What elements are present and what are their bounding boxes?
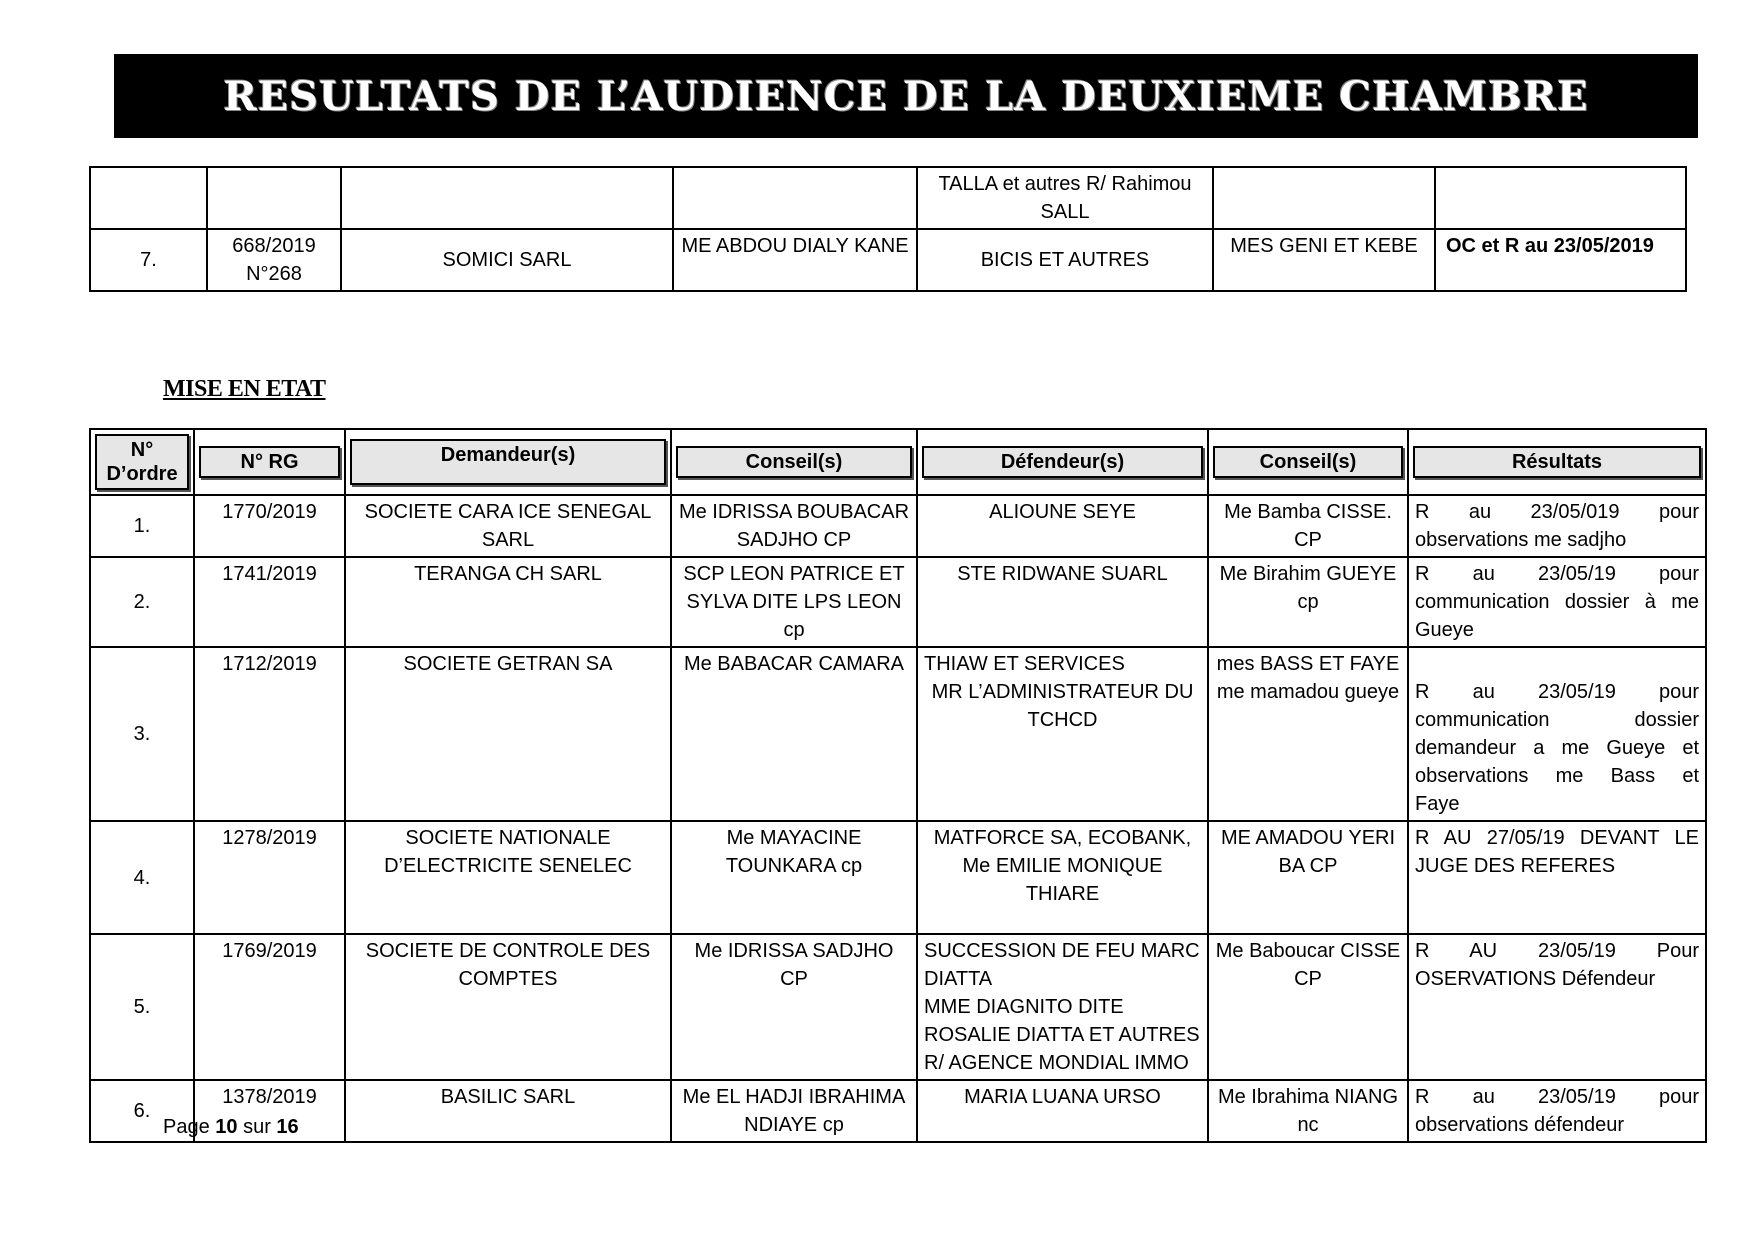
banner-title: RESULTATS DE L’AUDIENCE DE LA DEUXIEME CHAMBRE [223,72,1589,120]
cell-resultat [1408,557,1706,647]
cell-defendeur: MATFORCE SA, ECOBANK, Me EMILIE MONIQUE THIARE [917,821,1208,934]
header-demandeur [345,429,671,495]
cell-resultat [1408,934,1706,1080]
table-row [90,821,1706,934]
cell-rg: 1278/2019 [194,821,345,934]
cell-conseil: Me IDRISSA SADJHO CP [671,934,917,1080]
cell-defendeur: BICIS ET AUTRES [917,229,1213,291]
cell-num [90,167,207,229]
resultat-line: R au 23/05/19 pour communication dossier demandeur a me Gueye et observations me Bass et [1415,681,1699,787]
cell-rg: 1378/2019 [194,1080,345,1142]
defendeur-line: MME DIAGNITO DITE ROSALIE DIATTA ET AUTRES R/ AGENCE MONDIAL IMMO [924,996,1200,1074]
header-num [90,429,194,495]
cell-conseil: Me EL HADJI IBRAHIMA NDIAYE cp [671,1080,917,1142]
cell-resultat [1408,495,1706,557]
cell-demandeur: SOMICI SARL [341,229,673,291]
page-banner [114,54,1698,138]
cell-conseil2: MES GENI ET KEBE [1213,229,1435,291]
cell-demandeur: SOCIETE DE CONTROLE DES COMPTES [345,934,671,1080]
resultat-line: R AU 27/05/19 DEVANT LE [1415,827,1699,849]
header-conseil2 [1208,429,1408,495]
footer-prefix: Page [163,1116,216,1138]
cell-demandeur [341,167,673,229]
cell-resultat [1435,167,1686,229]
cell-num: 4. [90,821,194,934]
footer-current-page: 10 [215,1116,238,1138]
table-row [90,495,1706,557]
header-rg-label: N° RG [199,446,340,478]
cell-num: 2. [90,557,194,647]
table-row [90,557,1706,647]
resultat-line: OSERVATIONS Défendeur [1415,968,1656,990]
table-row [90,647,1706,821]
cell-defendeur: STE RIDWANE SUARL [917,557,1208,647]
resultat-line: Gueye [1415,619,1474,641]
cell-defendeur [917,647,1208,821]
cell-defendeur [917,934,1208,1080]
header-conseil [671,429,917,495]
cell-rg: 668/2019 N°268 [207,229,341,291]
cell-demandeur: SOCIETE GETRAN SA [345,647,671,821]
cell-conseil: ME ABDOU DIALY KANE [673,229,917,291]
cell-demandeur: TERANGA CH SARL [345,557,671,647]
cell-rg: 1712/2019 [194,647,345,821]
cell-conseil2: mes BASS ET FAYE me mamadou gueye [1208,647,1408,821]
cell-num: 3. [90,647,194,821]
cell-conseil [673,167,917,229]
cell-conseil2: Me Baboucar CISSE CP [1208,934,1408,1080]
resultat-line: R AU 23/05/19 Pour [1415,940,1699,962]
defendeur-line: THIAW ET SERVICES [924,653,1125,675]
cell-demandeur: BASILIC SARL [345,1080,671,1142]
cell-rg: 1769/2019 [194,934,345,1080]
defendeur-line: SUCCESSION DE FEU MARC DIATTA [924,940,1200,990]
cell-resultat [1408,647,1706,821]
cell-conseil2 [1213,167,1435,229]
cell-conseil2: Me Birahim GUEYE cp [1208,557,1408,647]
table-row [90,167,1686,229]
cell-defendeur: ALIOUNE SEYE [917,495,1208,557]
resultat-line: observations défendeur [1415,1114,1625,1136]
header-resultat-label: Résultats [1413,446,1701,478]
header-conseil2-label: Conseil(s) [1213,446,1403,478]
cell-conseil: Me IDRISSA BOUBACAR SADJHO CP [671,495,917,557]
cell-rg [207,167,341,229]
cell-defendeur: MARIA LUANA URSO [917,1080,1208,1142]
footer-total-pages: 16 [276,1116,299,1138]
header-demandeur-label: Demandeur(s) [350,439,666,485]
cell-conseil: Me MAYACINE TOUNKARA cp [671,821,917,934]
table-header-row [90,429,1706,495]
cell-conseil2: ME AMADOU YERI BA CP [1208,821,1408,934]
resultat-line: observations me sadjho [1415,529,1627,551]
cell-resultat [1408,821,1706,934]
header-num-label: N° D’ordre [95,434,189,490]
header-conseil-label: Conseil(s) [676,446,912,478]
section-title: MISE EN ETAT [163,376,326,402]
resultat-line: JUGE DES REFERES [1415,855,1616,877]
cell-rg: 1770/2019 [194,495,345,557]
header-defendeur [917,429,1208,495]
cell-conseil2: Me Ibrahima NIANG nc [1208,1080,1408,1142]
resultat-line: R au 23/05/19 pour [1415,1086,1699,1108]
resultat-line: Faye [1415,793,1460,815]
cell-demandeur: SOCIETE NATIONALE D’ELECTRICITE SENELEC [345,821,671,934]
cell-num: 1. [90,495,194,557]
cell-num: 5. [90,934,194,1080]
defendeur-line: MR L’ADMINISTRATEUR DU TCHCD [931,681,1194,731]
resultat-line: R au 23/05/19 pour communication dossier à me [1415,563,1699,613]
table-row [90,229,1686,291]
table-row [90,1080,1706,1142]
cell-rg: 1741/2019 [194,557,345,647]
header-resultat [1408,429,1706,495]
cell-demandeur: SOCIETE CARA ICE SENEGAL SARL [345,495,671,557]
cell-conseil: Me BABACAR CAMARA [671,647,917,821]
table-row [90,934,1706,1080]
cell-resultat: OC et R au 23/05/2019 [1435,229,1686,291]
cell-conseil: SCP LEON PATRICE ET SYLVA DITE LPS LEON cp [671,557,917,647]
cell-num: 7. [90,229,207,291]
cell-num: 6. [90,1080,194,1142]
cell-defendeur: TALLA et autres R/ Rahimou SALL [917,167,1213,229]
cell-resultat [1408,1080,1706,1142]
page-footer [163,1116,299,1139]
continuation-table [89,166,1687,292]
mise-en-etat-table [89,428,1707,1143]
footer-middle: sur [237,1116,277,1138]
header-defendeur-label: Défendeur(s) [922,446,1203,478]
header-rg [194,429,345,495]
resultat-line: R au 23/05/019 pour [1415,501,1699,523]
cell-conseil2: Me Bamba CISSE. CP [1208,495,1408,557]
